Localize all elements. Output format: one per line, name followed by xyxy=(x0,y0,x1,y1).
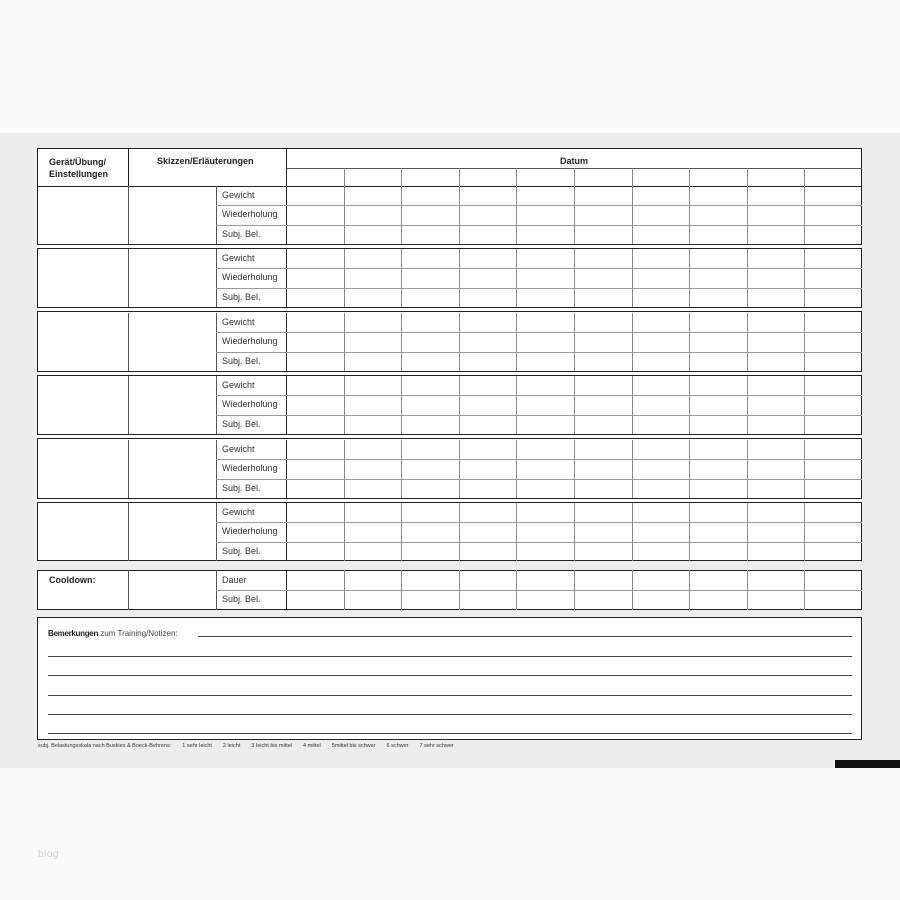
exercise-row-line xyxy=(216,225,862,226)
block-separator xyxy=(37,371,862,376)
date-column-line xyxy=(632,376,633,434)
date-column-line xyxy=(516,376,517,434)
date-column-line xyxy=(689,376,690,434)
notes-label-rest: zum Training/Notizen: xyxy=(98,629,178,638)
date-column-line xyxy=(401,376,402,434)
row-label-reps: Wiederholung xyxy=(222,526,278,536)
exercise-col-divider xyxy=(216,249,217,307)
exercise-row-line xyxy=(216,395,862,396)
exercise-col-divider xyxy=(286,249,287,307)
date-column-line xyxy=(459,186,460,244)
legend-item: 1 sehr leicht xyxy=(182,743,212,749)
exercise-row-line xyxy=(216,352,862,353)
date-column-line xyxy=(516,503,517,561)
block-separator xyxy=(37,498,862,503)
date-column-line xyxy=(747,249,748,307)
date-column-line xyxy=(574,313,575,371)
date-column-line xyxy=(574,503,575,561)
cooldown-duration-label: Dauer xyxy=(222,575,247,585)
row-label-reps: Wiederholung xyxy=(222,399,278,409)
date-column-line xyxy=(632,313,633,371)
date-column-line xyxy=(459,376,460,434)
exercise-row-line xyxy=(216,542,862,543)
date-column-line xyxy=(632,503,633,561)
date-column-line xyxy=(459,313,460,371)
exercise-col-divider xyxy=(128,249,129,307)
date-column-line xyxy=(401,186,402,244)
date-column-line xyxy=(804,440,805,498)
scan-edge-bar xyxy=(835,760,900,768)
notes-line xyxy=(48,675,852,676)
legend-item: 7 sehr schwer xyxy=(419,743,454,749)
date-column-line xyxy=(804,376,805,434)
legend-intro: subj. Belastungsskala nach Buskies & Boeck-Behrens: xyxy=(38,743,172,749)
cooldown-row-line xyxy=(216,590,862,591)
row-label-weight: Gewicht xyxy=(222,507,255,517)
date-column-line xyxy=(804,168,805,186)
exercise-col-divider xyxy=(216,376,217,434)
row-label-weight: Gewicht xyxy=(222,317,255,327)
date-column-line xyxy=(516,249,517,307)
date-column-line xyxy=(689,186,690,244)
block-separator xyxy=(37,307,862,312)
row-label-weight: Gewicht xyxy=(222,380,255,390)
header-col-divider xyxy=(286,148,287,186)
legend-item: 5mittel bis schwer xyxy=(331,743,376,749)
date-column-line xyxy=(747,313,748,371)
exercise-row-line xyxy=(216,205,862,206)
date-column-line xyxy=(747,440,748,498)
row-label-reps: Wiederholung xyxy=(222,272,278,282)
exercise-col-divider xyxy=(128,313,129,371)
date-column-line xyxy=(804,186,805,244)
date-column-line xyxy=(689,249,690,307)
date-column-line xyxy=(574,186,575,244)
date-column-line xyxy=(516,440,517,498)
date-column-line xyxy=(516,186,517,244)
date-column-line xyxy=(574,249,575,307)
row-label-load: Subj. Bel. xyxy=(222,229,261,239)
date-column-line xyxy=(459,249,460,307)
date-column-line xyxy=(344,376,345,434)
date-column-line xyxy=(516,313,517,371)
date-column-line xyxy=(344,186,345,244)
row-label-load: Subj. Bel. xyxy=(222,356,261,366)
date-column-line xyxy=(401,313,402,371)
exercise-col-divider xyxy=(216,503,217,561)
notes-line xyxy=(198,636,852,637)
exercise-col-divider xyxy=(128,503,129,561)
row-label-weight: Gewicht xyxy=(222,444,255,454)
row-label-load: Subj. Bel. xyxy=(222,483,261,493)
header-bottom-line xyxy=(37,186,862,187)
notes-line xyxy=(48,714,852,715)
date-column-line xyxy=(344,168,345,186)
row-label-load: Subj. Bel. xyxy=(222,546,261,556)
row-label-load: Subj. Bel. xyxy=(222,419,261,429)
date-column-line xyxy=(689,440,690,498)
exercise-col-divider xyxy=(128,186,129,244)
row-label-load: Subj. Bel. xyxy=(222,292,261,302)
date-column-line xyxy=(689,168,690,186)
exercise-col-divider xyxy=(216,186,217,244)
legend-item: 6 schwer xyxy=(386,743,409,749)
date-column-line xyxy=(804,249,805,307)
exercise-col-divider xyxy=(286,376,287,434)
row-label-reps: Wiederholung xyxy=(222,209,278,219)
exercise-col-divider xyxy=(216,440,217,498)
block-separator xyxy=(37,434,862,439)
cooldown-title: Cooldown: xyxy=(49,575,96,585)
date-column-line xyxy=(632,168,633,186)
date-column-line xyxy=(459,168,460,186)
date-column-line xyxy=(747,186,748,244)
date-column-line xyxy=(459,440,460,498)
watermark: blog xyxy=(38,849,59,860)
exercise-row-line xyxy=(216,479,862,480)
date-column-line xyxy=(401,249,402,307)
legend-item: 4 mittel xyxy=(303,743,321,749)
block-separator xyxy=(37,244,862,249)
date-column-line xyxy=(804,313,805,371)
date-column-line xyxy=(689,313,690,371)
exercise-col-divider xyxy=(128,440,129,498)
row-label-weight: Gewicht xyxy=(222,253,255,263)
header-exercise: Gerät/Übung/ Einstellungen xyxy=(49,157,109,179)
date-column-line xyxy=(459,503,460,561)
notes-line xyxy=(48,656,852,657)
notes-label xyxy=(48,629,178,638)
date-column-line xyxy=(344,503,345,561)
exercise-row-line xyxy=(216,332,862,333)
exercise-col-divider xyxy=(286,313,287,371)
exercise-row-line xyxy=(216,522,862,523)
exercise-row-line xyxy=(216,415,862,416)
date-column-line xyxy=(344,313,345,371)
date-column-line xyxy=(574,376,575,434)
date-column-line xyxy=(516,168,517,186)
exercise-col-divider xyxy=(128,376,129,434)
date-column-line xyxy=(632,440,633,498)
header-sketches: Skizzen/Erläuterungen xyxy=(157,156,254,166)
exercise-col-divider xyxy=(286,186,287,244)
exercise-row-line xyxy=(216,268,862,269)
exercise-row-line xyxy=(216,288,862,289)
date-column-line xyxy=(574,168,575,186)
row-label-reps: Wiederholung xyxy=(222,336,278,346)
date-column-line xyxy=(574,440,575,498)
exercise-col-divider xyxy=(286,440,287,498)
cooldown-col-divider xyxy=(128,570,129,610)
date-column-line xyxy=(632,186,633,244)
header-date: Datum xyxy=(560,156,589,166)
notes-label-bold: Bemerkungen xyxy=(48,629,99,638)
header-col-divider xyxy=(128,148,129,186)
date-column-line xyxy=(747,503,748,561)
date-column-line xyxy=(401,440,402,498)
date-column-line xyxy=(401,503,402,561)
date-column-line xyxy=(632,249,633,307)
exercise-col-divider xyxy=(216,313,217,371)
date-column-line xyxy=(747,168,748,186)
date-column-line xyxy=(804,503,805,561)
date-column-line xyxy=(401,168,402,186)
load-scale-legend xyxy=(38,743,465,749)
legend-item: 3 leicht bis mittel xyxy=(251,743,293,749)
cooldown-load-label: Subj. Bel. xyxy=(222,594,261,604)
legend-item: 2 leicht xyxy=(222,743,241,749)
row-label-weight: Gewicht xyxy=(222,190,255,200)
date-column-line xyxy=(344,249,345,307)
notes-line xyxy=(48,733,852,734)
exercise-row-line xyxy=(216,459,862,460)
exercise-col-divider xyxy=(286,503,287,561)
date-column-line xyxy=(747,376,748,434)
row-label-reps: Wiederholung xyxy=(222,463,278,473)
date-column-line xyxy=(689,503,690,561)
date-column-line xyxy=(344,440,345,498)
notes-line xyxy=(48,695,852,696)
